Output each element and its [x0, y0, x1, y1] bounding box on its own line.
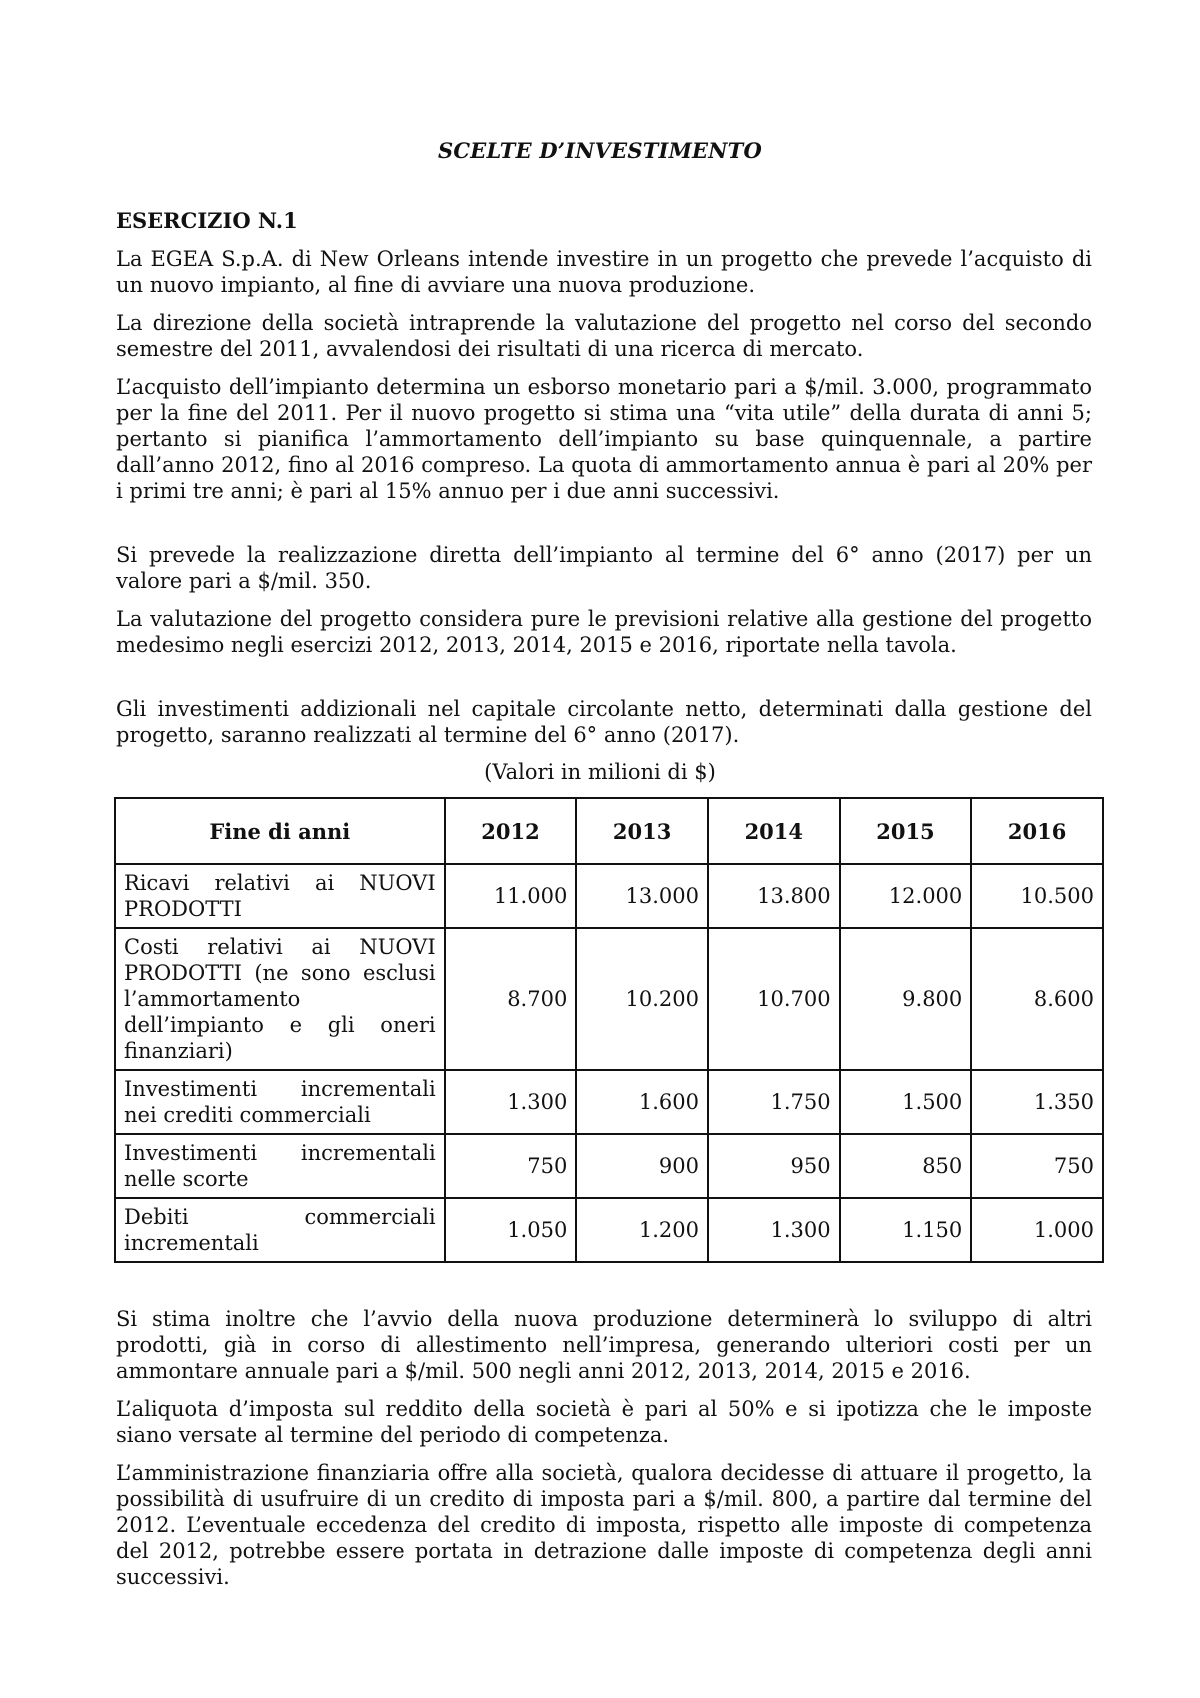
paragraph-acquisition: L’acquisto dell’impianto determina un esborso monetario pari a $/mil. 3.000, programmato per la fine del 2011. Per il nuovo progetto si stima una “vita utile” della durata di anni 5; pertanto si pianifica l’ammortamento dell’impianto su base quinquennale, a partire dall’anno 2012, fino al 2016 compreso. La quota di ammortamento annua è pari al 20% per i primi tre anni; è pari al 15% annuo per i due anni successivi. [116, 375, 1092, 503]
table-cell: 8.600 [971, 928, 1103, 1070]
table-cell: 13.800 [708, 864, 840, 928]
header-cell: 2016 [971, 798, 1103, 864]
table-row [115, 1198, 1103, 1262]
row-label: Investimenti incrementali nei crediti commerciali [115, 1070, 445, 1134]
table-cell: 1.600 [576, 1070, 708, 1134]
header-cell: 2015 [840, 798, 972, 864]
table-cell: 1.750 [708, 1070, 840, 1134]
paragraph-direction: La direzione della società intraprende la valutazione del progetto nel corso del secondo semestre del 2011, avvalendosi dei risultati di una ricerca di mercato. [116, 311, 1092, 361]
table-cell: 850 [840, 1134, 972, 1198]
paragraph-investments: Gli investimenti addizionali nel capitale circolante netto, determinati dalla gestione del progetto, saranno realizzati al termine del 6° anno (2017). [116, 697, 1092, 747]
table-cell: 13.000 [576, 864, 708, 928]
header-cell: Fine di anni [115, 798, 445, 864]
table-cell: 8.700 [445, 928, 577, 1070]
row-label: Debiti commerciali incrementali [115, 1198, 445, 1262]
row-label: Ricavi relativi ai NUOVI PRODOTTI [115, 864, 445, 928]
table-cell: 10.700 [708, 928, 840, 1070]
paragraph-tax-rate: L’aliquota d’imposta sul reddito della società è pari al 50% e si ipotizza che le imposte siano versate al termine del periodo di competenza. [116, 1397, 1092, 1447]
header-cell: 2013 [576, 798, 708, 864]
row-label: Investimenti incrementali nelle scorte [115, 1134, 445, 1198]
exercise-heading: ESERCIZIO N.1 [116, 208, 298, 233]
table-cell: 1.300 [445, 1070, 577, 1134]
row-label: Costi relativi ai NUOVI PRODOTTI (ne sono esclusi l’ammortamento dell’impianto e gli oneri finanziari) [115, 928, 445, 1070]
table-row [115, 1134, 1103, 1198]
table-cell: 1.200 [576, 1198, 708, 1262]
table-cell: 11.000 [445, 864, 577, 928]
table-cell: 10.500 [971, 864, 1103, 928]
table-header-row [115, 798, 1103, 864]
paragraph-other-products: Si stima inoltre che l’avvio della nuova produzione determinerà lo sviluppo di altri prodotti, già in corso di allestimento nell’impresa, generando ulteriori costi per un ammontare annuale pari a $/mil. 500 negli anni 2012, 2013, 2014, 2015 e 2016. [116, 1307, 1092, 1383]
paragraph-realization: Si prevede la realizzazione diretta dell’impianto al termine del 6° anno (2017) per un valore pari a $/mil. 350. [116, 543, 1092, 593]
table-cell: 1.000 [971, 1198, 1103, 1262]
forecast-table [114, 797, 1104, 1263]
paragraph-evaluation: La valutazione del progetto considera pure le previsioni relative alla gestione del progetto medesimo negli esercizi 2012, 2013, 2014, 2015 e 2016, riportate nella tavola. [116, 607, 1092, 657]
table-cell: 750 [971, 1134, 1103, 1198]
header-cell: 2014 [708, 798, 840, 864]
table-cell: 750 [445, 1134, 577, 1198]
table-cell: 9.800 [840, 928, 972, 1070]
table-row [115, 1070, 1103, 1134]
table-cell: 12.000 [840, 864, 972, 928]
table-cell: 1.500 [840, 1070, 972, 1134]
table-caption: (Valori in milioni di $) [484, 760, 716, 784]
header-cell: 2012 [445, 798, 577, 864]
document-title: SCELTE D’INVESTIMENTO [438, 138, 762, 163]
table-cell: 1.050 [445, 1198, 577, 1262]
table-row [115, 928, 1103, 1070]
table-cell: 950 [708, 1134, 840, 1198]
paragraph-tax-credit: L’amministrazione finanziaria offre alla società, qualora decidesse di attuare il progetto, la possibilità di usufruire di un credito di imposta pari a $/mil. 800, a partire dal termine del 2012. L’eventuale eccedenza del credito di imposta, rispetto alle imposte di competenza del 2012, potrebbe essere portata in detrazione dalle imposte di competenza degli anni successivi. [116, 1461, 1092, 1589]
table-cell: 900 [576, 1134, 708, 1198]
table-cell: 10.200 [576, 928, 708, 1070]
table-cell: 1.350 [971, 1070, 1103, 1134]
table-cell: 1.150 [840, 1198, 972, 1262]
paragraph-intro: La EGEA S.p.A. di New Orleans intende investire in un progetto che prevede l’acquisto di un nuovo impianto, al fine di avviare una nuova produzione. [116, 247, 1092, 297]
table-cell: 1.300 [708, 1198, 840, 1262]
table-row [115, 864, 1103, 928]
